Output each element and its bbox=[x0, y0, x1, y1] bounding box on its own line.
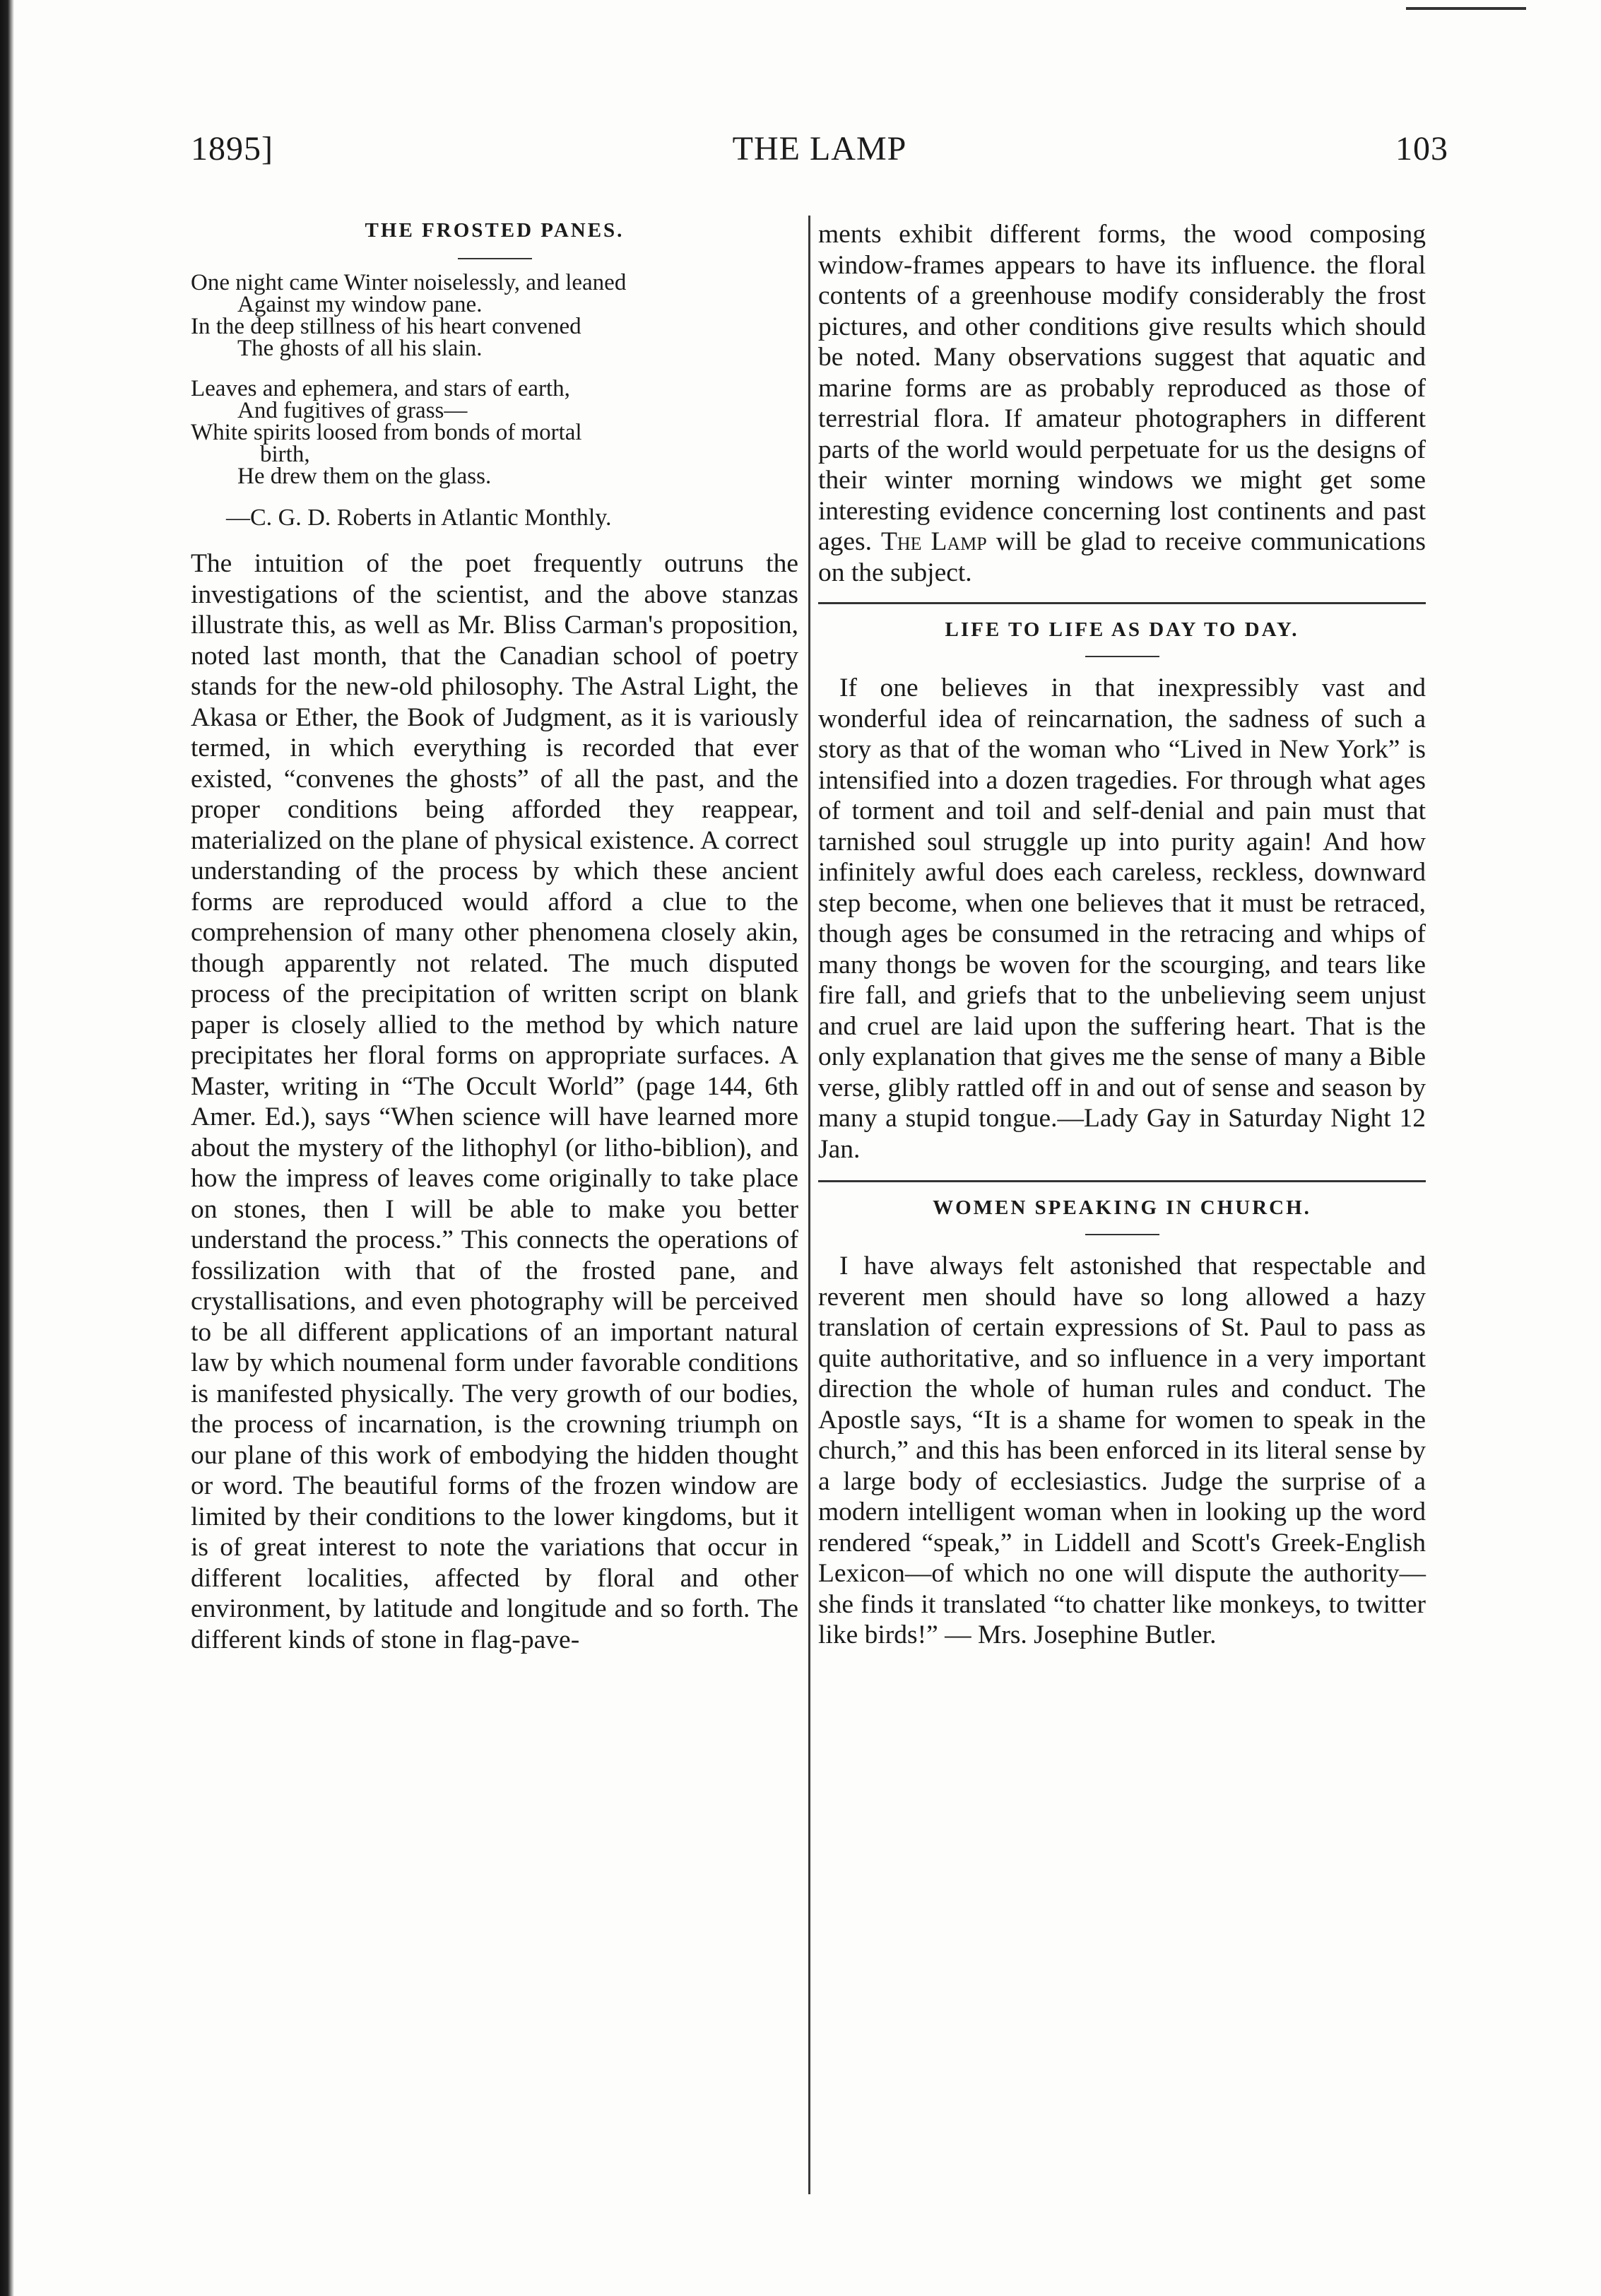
article-paragraph: The intuition of the poet frequently outruns the investigations of the scientist, and the above stanzas illustrate this, as well as Mr. Bliss Carman's proposition, noted last month, that the Canadian school of poetry stands for the new-old philosophy. The Astral Light, the Akasa or Ether, the Book of Judgment, as it is variously termed, in which everything is recorded that ever existed, “convenes the ghosts” of all the past, and the proper conditions being afforded they reappear, materialized on the plane of physical existence. A correct understanding of the process by which these ancient forms are reproduced would afford a clue to the comprehension of many other phenomena closely akin, though apparently not related. The much disputed process of the precipitation of written script on blank paper is closely allied to the method by which nature precipitates her floral forms on appropriate surfaces. A Master, writing in “The Occult World” (page 144, 6th Amer. Ed.), says “When science will have learned more about the mystery of the lithophyl (or litho-biblion), and how the impress of leaves come originally to take place on stones, then I will be able to make you better understand the process.” This connects the operations of fossilization with that of the frosted pane, and crystallisations, and even photography will be perceived to be all different applications of an important natural law by which noumenal form under favorable conditions is manifested physically. The very growth of our bodies, the process of incarnation, is the crowning triumph on our plane of this work of embodying the hidden thought or word. The beautiful forms of the frozen window are limited by their conditions to the lower kingdoms, but it is of great interest to note the variations that occur in different localities, affected by floral and other environment, by latitude and longitude and so forth. The different kinds of stone in flag-pave- bbox=[191, 549, 798, 1654]
poem-line: He drew them on the glass. bbox=[237, 464, 492, 489]
lamp-name: The Lamp bbox=[880, 527, 987, 556]
section-title-women: WOMEN SPEAKING IN CHURCH. bbox=[933, 1196, 1311, 1219]
poem-line: White spirits loosed from bonds of mortal bbox=[191, 420, 582, 445]
poem-line: One night came Winter noiselessly, and leaned bbox=[191, 270, 627, 295]
continuation-end: will be glad to receive communications on the subject. bbox=[818, 527, 1426, 587]
article-continuation bbox=[818, 219, 1426, 588]
continuation-text: ments exhibit different forms, the wood composing window-frames appears to have its influence. the floral contents of a greenhouse modify considerably the frost pictures, and other conditions give results which should be noted. Many observations suggest that aquatic and marine forms are as probably reproduced as those of terrestrial flora. If amateur photographers in different parts of the world would perpetuate for us the designs of their winter morning windows we might get some interesting evidence concerning lost continents and past ages. bbox=[818, 220, 1426, 556]
header-page-number: 103 bbox=[1395, 130, 1448, 167]
top-edge-mark bbox=[1406, 7, 1526, 10]
section-rule-short bbox=[1085, 1234, 1159, 1235]
section-rule bbox=[818, 602, 1426, 604]
section-paragraph-women: I have always felt astonished that respectable and reverent men should have so long allowed a hazy translation of certain expressions of St. Paul to pass as quite authoritative, and so influence in a very important direction the whole of human rules and conduct. The Apostle says, “It is a shame for women to speak in the church,” and this has been enforced in its literal sense by a large body of ecclesiastics. Judge the surprise of a modern intelligent woman when in looking up the word rendered “speak,” in Liddell and Scott's Greek-English Lexicon—of which no one will dispute the authority—she finds it translated “to chatter like monkeys, to twitter like birds!” — Mrs. Josephine Butler. bbox=[818, 1252, 1426, 1649]
header-title: THE LAMP bbox=[732, 130, 907, 167]
section-title-life: LIFE TO LIFE AS DAY TO DAY. bbox=[945, 618, 1299, 641]
column-divider bbox=[808, 216, 810, 2194]
section-paragraph-life: If one believes in that inexpressibly vast and wonderful idea of reincarnation, the sadness of such a story as that of the woman who “Lived in New York” is intensified into a dozen tragedies. For through what ages of torment and toil and self-denial and pain must that tarnished soul struggle up into purity again! And how infinitely awful does each careless, reckless, downward step become, when one believes that it must be retraced, though ages be consumed in the retracing and whips of many thongs be woven for the scourging, and tears like fire fall, and griefs that to the unbelieving seem unjust and cruel are laid upon the suffering heart. That is the only explanation that gives me the sense of many a Bible verse, glibly rattled off in and out of sense and season by many a stupid tongue.—Lady Gay in Saturday Night 12 Jan. bbox=[818, 673, 1426, 1164]
header-year: 1895] bbox=[191, 130, 273, 167]
poem-line: Against my window pane. bbox=[237, 292, 483, 317]
poem-line: The ghosts of all his slain. bbox=[237, 336, 483, 361]
left-column bbox=[191, 219, 798, 1655]
page-header bbox=[191, 129, 1448, 179]
poem-line: In the deep stillness of his heart convened bbox=[191, 314, 581, 339]
poem-line: birth, bbox=[260, 442, 310, 467]
poem-stanza-2 bbox=[191, 378, 798, 488]
poem-title: THE FROSTED PANES. bbox=[365, 219, 625, 242]
binding-edge bbox=[0, 0, 14, 2296]
poem-stanza-1 bbox=[191, 272, 798, 360]
right-column bbox=[818, 219, 1426, 1651]
section-rule-short bbox=[1085, 656, 1159, 657]
poem-rule bbox=[458, 258, 532, 259]
section-rule bbox=[818, 1180, 1426, 1182]
poem-line: And fugitives of grass— bbox=[237, 398, 468, 423]
poem-attribution: —C. G. D. Roberts in Atlantic Monthly. bbox=[226, 505, 612, 531]
poem-line: Leaves and ephemera, and stars of earth, bbox=[191, 376, 570, 401]
